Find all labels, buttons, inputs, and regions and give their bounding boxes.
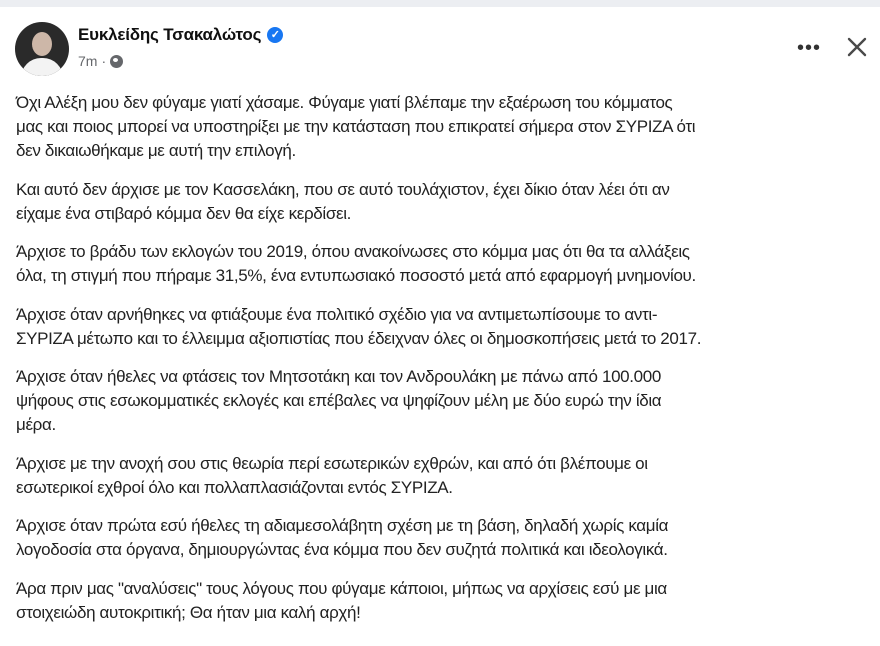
paragraph-line: Άρχισε το βράδυ των εκλογών του 2019, όπου ανακοίνωσες στο κόμμα μας ότι θα τα αλλάξεις — [16, 242, 690, 261]
paragraph-line: στοιχειώδη αυτοκριτική; Θα ήταν μια καλή αρχή! — [16, 602, 361, 622]
more-options-button[interactable]: ••• — [796, 37, 821, 59]
paragraph-line: Όχι Αλέξη μου δεν φύγαμε γιατί χάσαμε. Φύγαμε γιατί βλέπαμε την εξαέρωση του κόμματος — [16, 93, 673, 112]
paragraph-line: λογοδοσία στα όργανα, δημιουργώντας ένα κόμμα που δεν συζητά πολιτικά και ιδεολογικά. — [16, 540, 668, 559]
paragraph-line: Άρχισε με την ανοχή σου στις θεωρία περί εσωτερικών εχθρών, και από ότι βλέπουμε οι — [16, 453, 648, 473]
close-icon — [842, 32, 872, 62]
top-band — [0, 0, 880, 7]
post-paragraph — [16, 91, 872, 163]
paragraph-line: Άρχισε όταν αρνήθηκες να φτιάξουμε ένα πολιτικό σχέδιο για να αντιμετωπίσουμε το αντι- — [16, 304, 658, 324]
post-paragraph — [16, 240, 872, 288]
post-paragraph — [16, 452, 872, 500]
paragraph-line: όλα, τη στιγμή που πήραμε 31,5%, ένα εντυπωσιακό ποσοστό μετά από εφαρμογή μνημονίου. — [16, 266, 696, 285]
paragraph-line: Και αυτό δεν άρχισε με τον Κασσελάκη, που σε αυτό τουλάχιστον, έχει δίκιο όταν λέει ότι αν — [16, 179, 670, 199]
post-paragraph — [16, 178, 872, 226]
author-name[interactable]: Ευκλείδης Τσακαλώτος — [78, 25, 262, 44]
post-paragraph — [16, 303, 872, 351]
author-name-row — [78, 25, 283, 45]
post-paragraph — [16, 514, 872, 562]
close-button[interactable] — [842, 32, 872, 62]
globe-icon[interactable] — [110, 55, 123, 68]
avatar[interactable] — [15, 22, 69, 76]
paragraph-line: Άρχισε όταν ήθελες να φτάσεις τον Μητσοτάκη και τον Ανδρουλάκη με πάνω από 100.000 — [16, 367, 661, 386]
paragraph-line: δεν δικαιωθήκαμε με αυτή την επιλογή. — [16, 141, 296, 160]
verified-badge-icon: ✓ — [267, 27, 283, 43]
paragraph-line: μας και ποιος μπορεί να υποστηρίξει με την κατάσταση που επικρατεί σήμερα στον ΣΥΡΙΖΑ ότι — [16, 117, 696, 136]
post-meta — [78, 53, 123, 69]
avatar-face — [32, 32, 52, 56]
post-paragraph — [16, 577, 872, 625]
paragraph-line: εσωτερικοί εχθροί όλο και πολλαπλασιάζονται εντός ΣΥΡΙΖΑ. — [16, 477, 453, 497]
paragraph-line: Άρχισε όταν πρώτα εσύ ήθελες τη αδιαμεσολάβητη σχέση με τη βάση, δηλαδή χωρίς καμία — [16, 516, 669, 535]
paragraph-line: είχαμε ένα στιβαρό κόμμα δεν θα είχε κερδίσει. — [16, 203, 352, 223]
meta-separator: · — [101, 53, 107, 69]
paragraph-line: Άρα πριν μας "αναλύσεις" τους λόγους που φύγαμε κάποιοι, μήπως να αρχίσεις εσύ με μια — [16, 578, 667, 598]
paragraph-line: ψήφους στις εσωκομματικές εκλογές και επέβαλες να ψηφίζουν μέλη με δύο ευρώ την ίδια — [16, 391, 662, 410]
post-paragraph — [16, 365, 872, 437]
post-body — [16, 91, 872, 639]
paragraph-line: ΣΥΡΙΖΑ μέτωπο και το έλλειμμα αξιοπιστίας που έδειχναν όλες οι δημοσκοπήσεις μετά το 2017. — [16, 328, 702, 348]
post-time[interactable]: 7m — [78, 53, 98, 69]
paragraph-line: μέρα. — [16, 415, 56, 434]
